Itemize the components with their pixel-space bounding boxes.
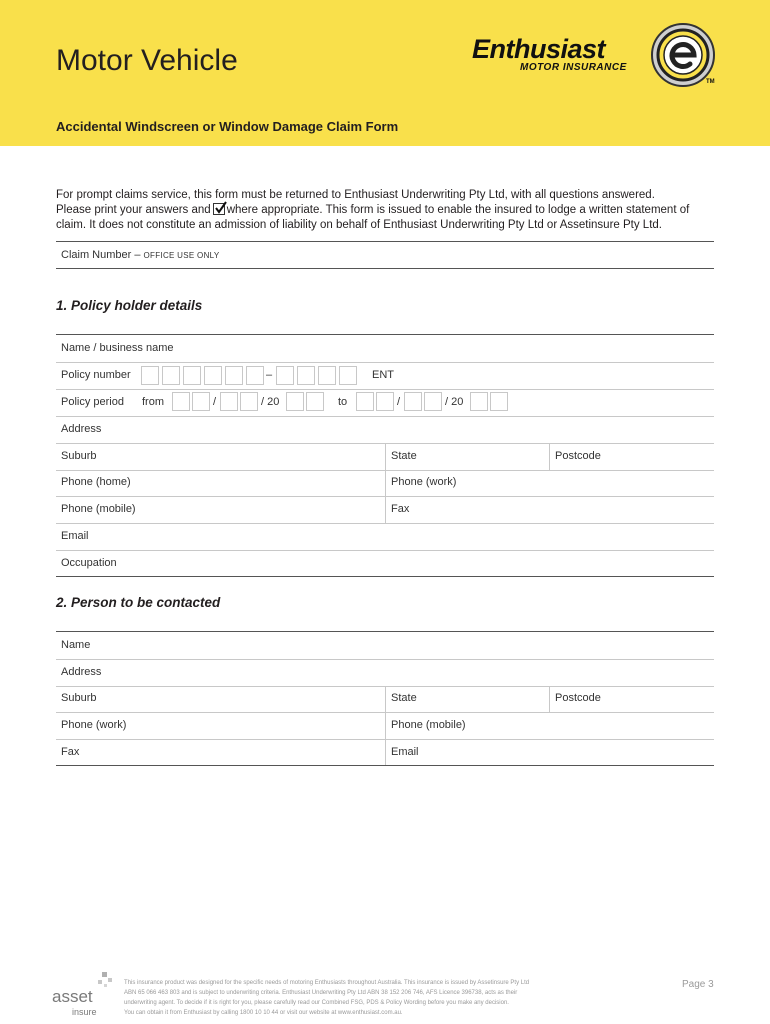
divider [56,576,714,577]
footer-line: You can obtain it from Enthusiast by calling 1800 10 10 44 or visit our website at www.enthusiast.com.au. [124,1010,403,1016]
policy-number-digit-box[interactable] [276,366,294,385]
assetinsure-logo [52,970,122,1018]
divider [56,334,714,335]
footer-line: This insurance product was designed for the specific needs of motoring Enthusiasts throughout Australia. This insurance is issued by Assetinsure Pty Ltd [124,980,530,986]
divider [56,241,714,242]
from-day-box[interactable] [192,392,210,411]
phone-mobile-field[interactable]: Phone (mobile) [61,503,136,515]
logo-trademark: TM [706,79,715,85]
policy-number-dash: – [266,369,273,381]
logo-wordmark: Enthusiast [472,34,606,64]
date-separator: / [213,396,217,408]
section-1-title: 1. Policy holder details [56,298,203,313]
policy-number-digit-box[interactable] [162,366,180,385]
from-month-box[interactable] [220,392,238,411]
date-separator-year: / 20 [445,396,464,408]
page-number: Page 3 [682,979,714,990]
column-divider [385,712,386,739]
column-divider [385,443,386,470]
to-month-box[interactable] [424,392,442,411]
row-line [56,416,714,417]
column-divider [385,739,386,765]
footer-line: underwriting agent. To decide if it is right for you, please carefully read our Combined FSG, PDS & Policy Wording before you make any decision. [124,1000,509,1006]
section-2-title: 2. Person to be contacted [56,595,221,610]
fax-field[interactable]: Fax [391,503,410,515]
checkmark-icon [213,203,225,215]
logo-subtitle: MOTOR INSURANCE [520,62,627,73]
policy-number-digit-box[interactable] [204,366,222,385]
date-separator: / [397,396,401,408]
to-day-box[interactable] [356,392,374,411]
contact-phone-work-field[interactable]: Phone (work) [61,719,127,731]
policy-period-label: Policy period [61,396,124,408]
intro-line-1: For prompt claims service, this form must be returned to Enthusiast Underwriting Pty Ltd, with all questions answered. [56,189,655,201]
phone-work-field[interactable]: Phone (work) [391,476,457,488]
to-year-box[interactable] [470,392,488,411]
row-line [56,389,714,390]
contact-phone-mobile-field[interactable]: Phone (mobile) [391,719,466,731]
page-title: Motor Vehicle [56,44,238,77]
column-divider [385,496,386,523]
to-label: to [338,396,348,408]
policy-number-digit-box[interactable] [339,366,357,385]
intro-line-3: claim. It does not constitute an admission of liability on behalf of Enthusiast Underwriting Pty Ltd or Assetinsure Pty Ltd. [56,219,662,231]
enthusiast-logo [468,22,728,92]
from-year-box[interactable] [306,392,324,411]
state-field[interactable]: State [391,450,417,462]
to-month-box[interactable] [404,392,422,411]
row-line [56,550,714,551]
contact-postcode-field[interactable]: Postcode [555,692,601,704]
row-line [56,523,714,524]
form-title: Accidental Windscreen or Window Damage Claim Form [56,119,399,134]
from-month-box[interactable] [240,392,258,411]
date-separator-year: / 20 [261,396,280,408]
policy-number-suffix: ENT [372,369,394,381]
claim-number-field[interactable] [61,249,219,261]
row-line [56,659,714,660]
name-business-field[interactable]: Name / business name [61,342,174,354]
contact-email-field[interactable]: Email [391,746,419,758]
policy-number-label: Policy number [61,369,131,381]
intro-text [56,188,721,233]
footer-disclaimer [124,978,624,1018]
intro-line-2 [56,203,721,218]
policy-number-digit-box[interactable] [246,366,264,385]
asset-logo-icon [52,970,122,1018]
address-field[interactable]: Address [61,423,102,435]
divider [56,268,714,269]
email-field[interactable]: Email [61,530,89,542]
office-use-note: OFFICE USE ONLY [143,251,220,260]
column-divider [549,443,550,470]
from-year-box[interactable] [286,392,304,411]
from-label: from [142,396,164,408]
divider [56,765,714,766]
phone-home-field[interactable]: Phone (home) [61,476,131,488]
footer-line: ABN 65 066 463 803 and is subject to underwriting criteria. Enthusiast Underwriting Pty Ltd ABN 38 152 206 746, AFS Licence 396738, acts as their [124,990,518,996]
row-line [56,362,714,363]
intro-line-2a: Please print your answers and [56,204,211,216]
from-day-box[interactable] [172,392,190,411]
column-divider [385,686,386,712]
column-divider [385,470,386,496]
logo-asset-text: asset [52,987,93,1006]
postcode-field[interactable]: Postcode [555,450,601,462]
occupation-field[interactable]: Occupation [61,557,117,569]
contact-state-field[interactable]: State [391,692,417,704]
divider [56,631,714,632]
to-day-box[interactable] [376,392,394,411]
policy-number-digit-box[interactable] [141,366,159,385]
policy-number-digit-box[interactable] [183,366,201,385]
suburb-field[interactable]: Suburb [61,450,97,462]
policy-number-digit-box[interactable] [318,366,336,385]
contact-fax-field[interactable]: Fax [61,746,80,758]
policy-number-digit-box[interactable] [225,366,243,385]
contact-address-field[interactable]: Address [61,666,102,678]
claim-number-label: Claim Number – [61,249,141,261]
column-divider [549,686,550,712]
logo-insure-text: insure [72,1007,97,1017]
to-year-box[interactable] [490,392,508,411]
contact-name-field[interactable]: Name [61,639,91,651]
policy-number-digit-box[interactable] [297,366,315,385]
contact-suburb-field[interactable]: Suburb [61,692,97,704]
intro-line-2b: where appropriate. This form is issued to enable the insured to lodge a written statement of [226,204,690,216]
